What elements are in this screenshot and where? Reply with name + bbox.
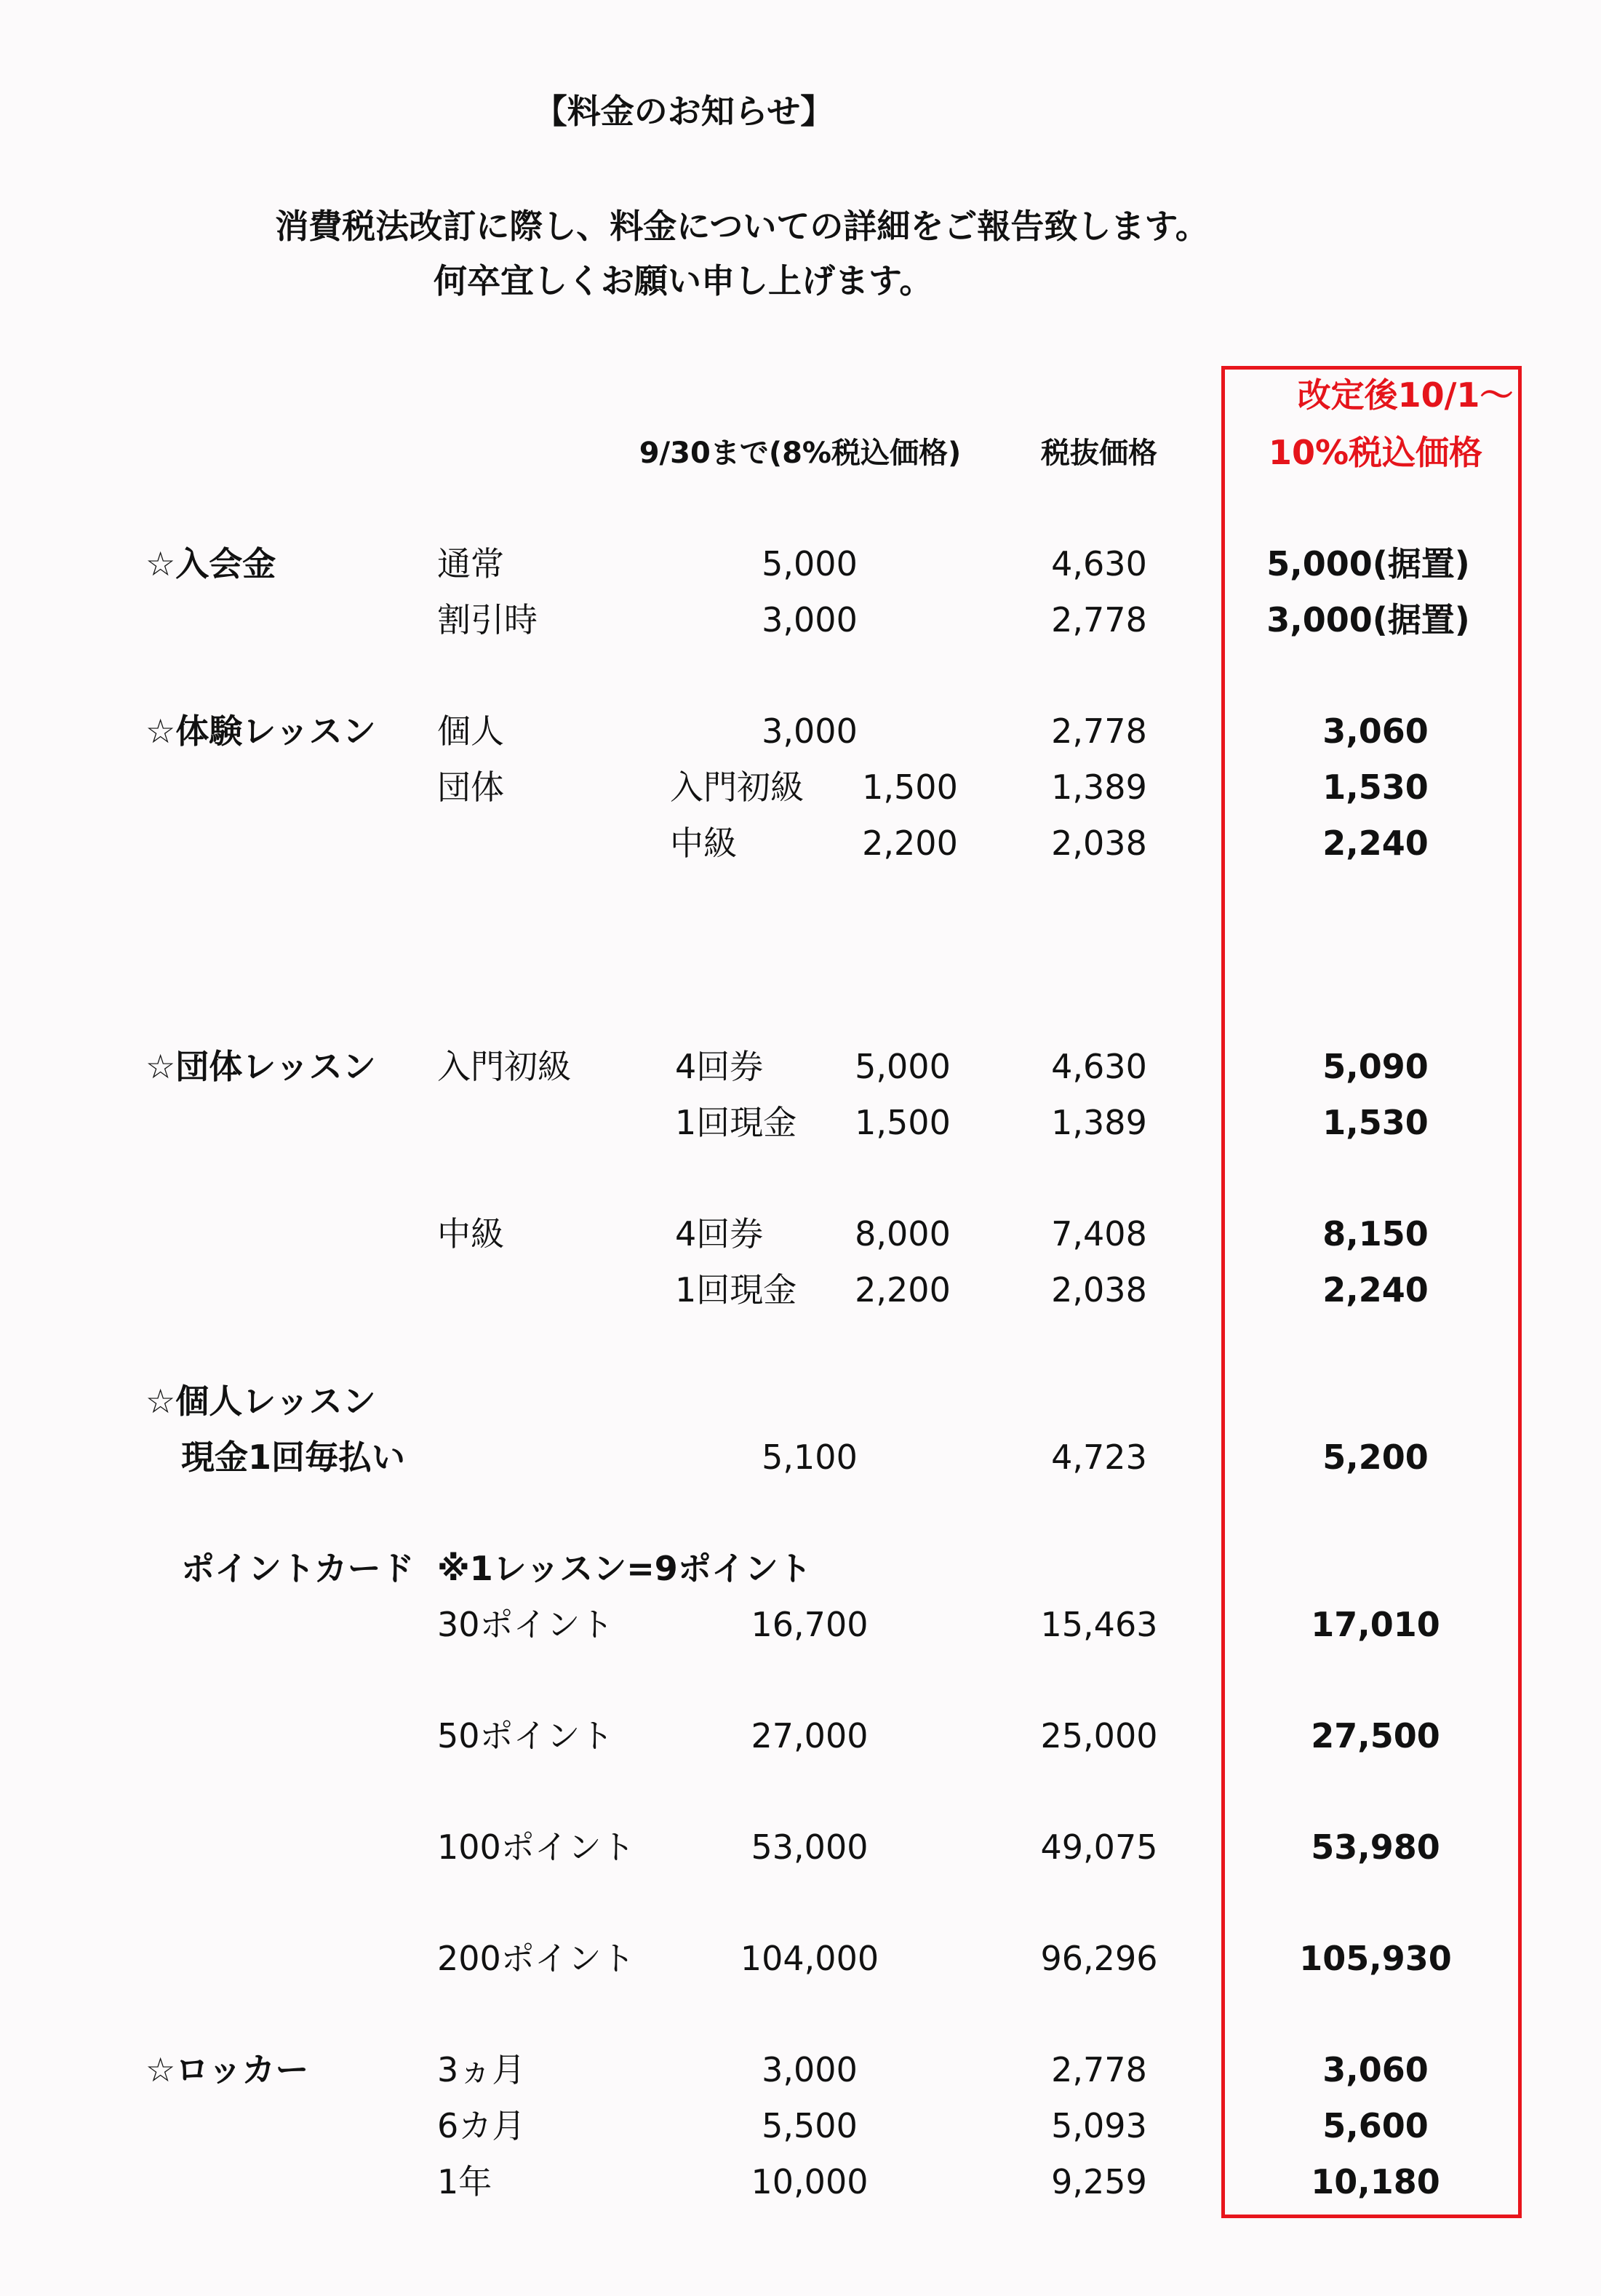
row-item: 個人	[437, 711, 504, 751]
row-old-price: 3,000	[762, 711, 858, 751]
row-pretax-price: 2,778	[1051, 711, 1147, 751]
row-new-price: 5,200	[1322, 1438, 1429, 1477]
row-old-price: 2,200	[855, 1270, 951, 1310]
row-old-price: 53,000	[751, 1827, 869, 1867]
page-title: 【料金のお知らせ】	[533, 92, 834, 131]
row-item: 団体	[437, 768, 504, 807]
row-old-price: 5,000	[855, 1047, 951, 1086]
row-pretax-price: 1,389	[1051, 768, 1147, 807]
row-pretax-price: 4,723	[1051, 1438, 1147, 1477]
row-old-price: 1,500	[855, 1103, 951, 1142]
row-new-price: 2,240	[1322, 824, 1429, 863]
row-pretax-price: 2,038	[1051, 824, 1147, 863]
row-new-price: 3,060	[1322, 2050, 1429, 2089]
point-card-note: ※1レッスン=9ポイント	[437, 1549, 812, 1588]
row-pretax-price: 2,778	[1051, 2050, 1147, 2089]
row-new-price: 1,530	[1322, 1103, 1429, 1142]
row-item: 3ヵ月	[437, 2050, 526, 2089]
row-new-price: 10,180	[1311, 2162, 1440, 2201]
row-pretax-price: 15,463	[1040, 1605, 1158, 1644]
row-old-price: 3,000	[762, 2050, 858, 2089]
row-pretax-price: 1,389	[1051, 1103, 1147, 1142]
row-new-price: 3,000(据置)	[1266, 600, 1470, 639]
row-old-price: 27,000	[751, 1716, 869, 1755]
row-pretax-price: 49,075	[1040, 1827, 1158, 1867]
row-new-price: 2,240	[1322, 1270, 1429, 1310]
section-label-group-lesson: ☆団体レッスン	[145, 1047, 376, 1086]
row-item: 割引時	[437, 600, 538, 639]
row-item: 1年	[437, 2162, 492, 2201]
row-old-price: 5,100	[762, 1438, 858, 1477]
row-item: 6カ月	[437, 2106, 526, 2145]
row-old-price: 1,500	[862, 768, 958, 807]
row-pretax-price: 2,038	[1051, 1270, 1147, 1310]
row-new-price: 1,530	[1322, 768, 1429, 807]
section-label-locker: ☆ロッカー	[145, 2050, 309, 2089]
row-old-price: 3,000	[762, 600, 858, 639]
row-old-price: 10,000	[751, 2162, 869, 2201]
row-item: 200ポイント	[437, 1939, 635, 1978]
row-sub-item: 4回券	[675, 1214, 764, 1253]
row-new-price: 3,060	[1322, 711, 1429, 751]
row-old-price: 5,500	[762, 2106, 858, 2145]
section-label-private-lesson: ☆個人レッスン	[145, 1382, 376, 1421]
row-old-price: 104,000	[740, 1939, 879, 1978]
row-sub-item: 入門初級	[670, 768, 804, 807]
row-old-price: 16,700	[751, 1605, 869, 1644]
row-sub-item: 4回券	[675, 1047, 764, 1086]
header-new-line-2: 10%税込価格	[1268, 433, 1483, 472]
row-pretax-price: 9,259	[1051, 2162, 1147, 2201]
row-pretax-price: 4,630	[1051, 544, 1147, 583]
header-old-price: 9/30まで(8%税込価格)	[639, 437, 962, 470]
row-new-price: 5,600	[1322, 2106, 1429, 2145]
row-item: 100ポイント	[437, 1827, 635, 1867]
row-pretax-price: 2,778	[1051, 600, 1147, 639]
row-sub-item: 1回現金	[675, 1270, 797, 1310]
row-new-price: 27,500	[1311, 1716, 1440, 1755]
row-pretax-price: 4,630	[1051, 1047, 1147, 1086]
row-sub-item: 1回現金	[675, 1103, 797, 1142]
row-item: 50ポイント	[437, 1716, 614, 1755]
row-pretax-price: 7,408	[1051, 1214, 1147, 1253]
intro-line-1: 消費税法改訂に際し、料金についての詳細をご報告致します。	[275, 207, 1209, 246]
section-label-point-card: ポイントカード	[181, 1549, 415, 1588]
section-label-admission: ☆入会金	[145, 544, 276, 583]
row-item: 中級	[437, 1214, 504, 1253]
row-old-price: 2,200	[862, 824, 958, 863]
row-new-price: 8,150	[1322, 1214, 1429, 1253]
header-pretax: 税抜価格	[1041, 437, 1157, 470]
row-item: 通常	[437, 544, 504, 583]
row-item: 現金1回毎払い	[181, 1438, 406, 1477]
row-item: 30ポイント	[437, 1605, 614, 1644]
row-sub-item: 中級	[670, 824, 737, 863]
header-new-line-1: 改定後10/1～	[1297, 375, 1514, 415]
row-new-price: 5,090	[1322, 1047, 1429, 1086]
row-new-price: 105,930	[1299, 1939, 1452, 1978]
row-pretax-price: 25,000	[1040, 1716, 1158, 1755]
row-pretax-price: 5,093	[1051, 2106, 1147, 2145]
row-old-price: 5,000	[762, 544, 858, 583]
intro-line-2: 何卒宜しくお願い申し上げます。	[434, 261, 933, 300]
row-old-price: 8,000	[855, 1214, 951, 1253]
row-pretax-price: 96,296	[1040, 1939, 1158, 1978]
row-item: 入門初級	[437, 1047, 571, 1086]
section-label-trial-lesson: ☆体験レッスン	[145, 711, 376, 751]
row-new-price: 17,010	[1311, 1605, 1440, 1644]
row-new-price: 5,000(据置)	[1266, 544, 1470, 583]
row-new-price: 53,980	[1311, 1827, 1440, 1867]
